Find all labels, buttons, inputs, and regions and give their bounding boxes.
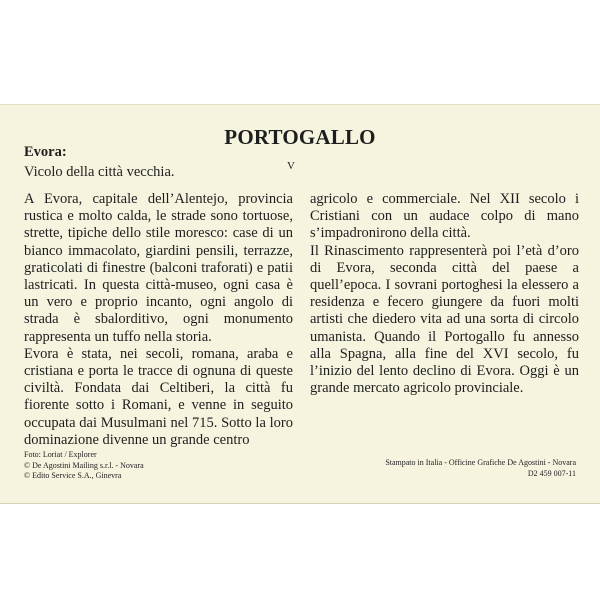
paragraph: Evora è stata, nei secoli, romana, araba e cristiana e porta le tracce di ognuna di queste civiltà. Fondata dai Celtiberi, la città fu fiorente sotto i Romani, e venne in seguito occupata dai Musulmani nel 715. Sotto la loro dominazione divenne un grande centro bbox=[24, 345, 293, 448]
volume-numeral: V bbox=[287, 160, 295, 172]
printer-line: Stampato in Italia - Officine Grafiche De Agostini - Novara bbox=[385, 458, 576, 467]
text-column-left bbox=[24, 191, 293, 449]
paragraph: Il Rinascimento rappresenterà poi l’età d’oro di Evora, seconda città del paese a quell’epoca. I sovrani portoghesi la elessero a residenza e fecero giungere da fuori molti artisti che diedero vita ad una sorta di circolo umanista. Quando il Portogallo fu annesso alla Spagna, alla fine del XVI secolo, fu l’inizio del lento declino di Evora. Oggi è un grande mercato agricolo provinciale. bbox=[310, 242, 579, 397]
credit-line: © De Agostini Mailing s.r.l. - Novara bbox=[24, 460, 144, 470]
printer-info bbox=[316, 458, 576, 479]
photo-credits bbox=[24, 450, 144, 482]
text-column-right bbox=[310, 191, 579, 397]
card-title: PORTOGALLO bbox=[224, 125, 376, 149]
paragraph: agricolo e commerciale. Nel XII secolo i Cristiani con un audace colpo di mano s’impadronirono della città. bbox=[310, 191, 579, 242]
info-card bbox=[0, 104, 600, 504]
credit-line: © Edito Service S.A., Ginevra bbox=[24, 471, 122, 480]
credit-line: Foto: Loriat / Explorer bbox=[24, 450, 97, 459]
card-code: D2 459 007-11 bbox=[527, 468, 576, 478]
card-subject: Evora: bbox=[24, 144, 67, 160]
paragraph: A Evora, capitale dell’Alentejo, provincia rustica e molto calda, le strade sono tortuose, strette, tipiche dello stile moresco: case di un bianco immacolato, giardini pensili, terrazze, graticolati di finestre (balconi traforati) e patii lastricati. In questa città-museo, ogni casa è un vero e proprio incanto, ogni angolo di strada è sbalorditivo, ogni monumento rappresenta un tuffo nella storia. bbox=[24, 191, 293, 345]
photo-caption: Vicolo della città vecchia. bbox=[24, 164, 175, 180]
